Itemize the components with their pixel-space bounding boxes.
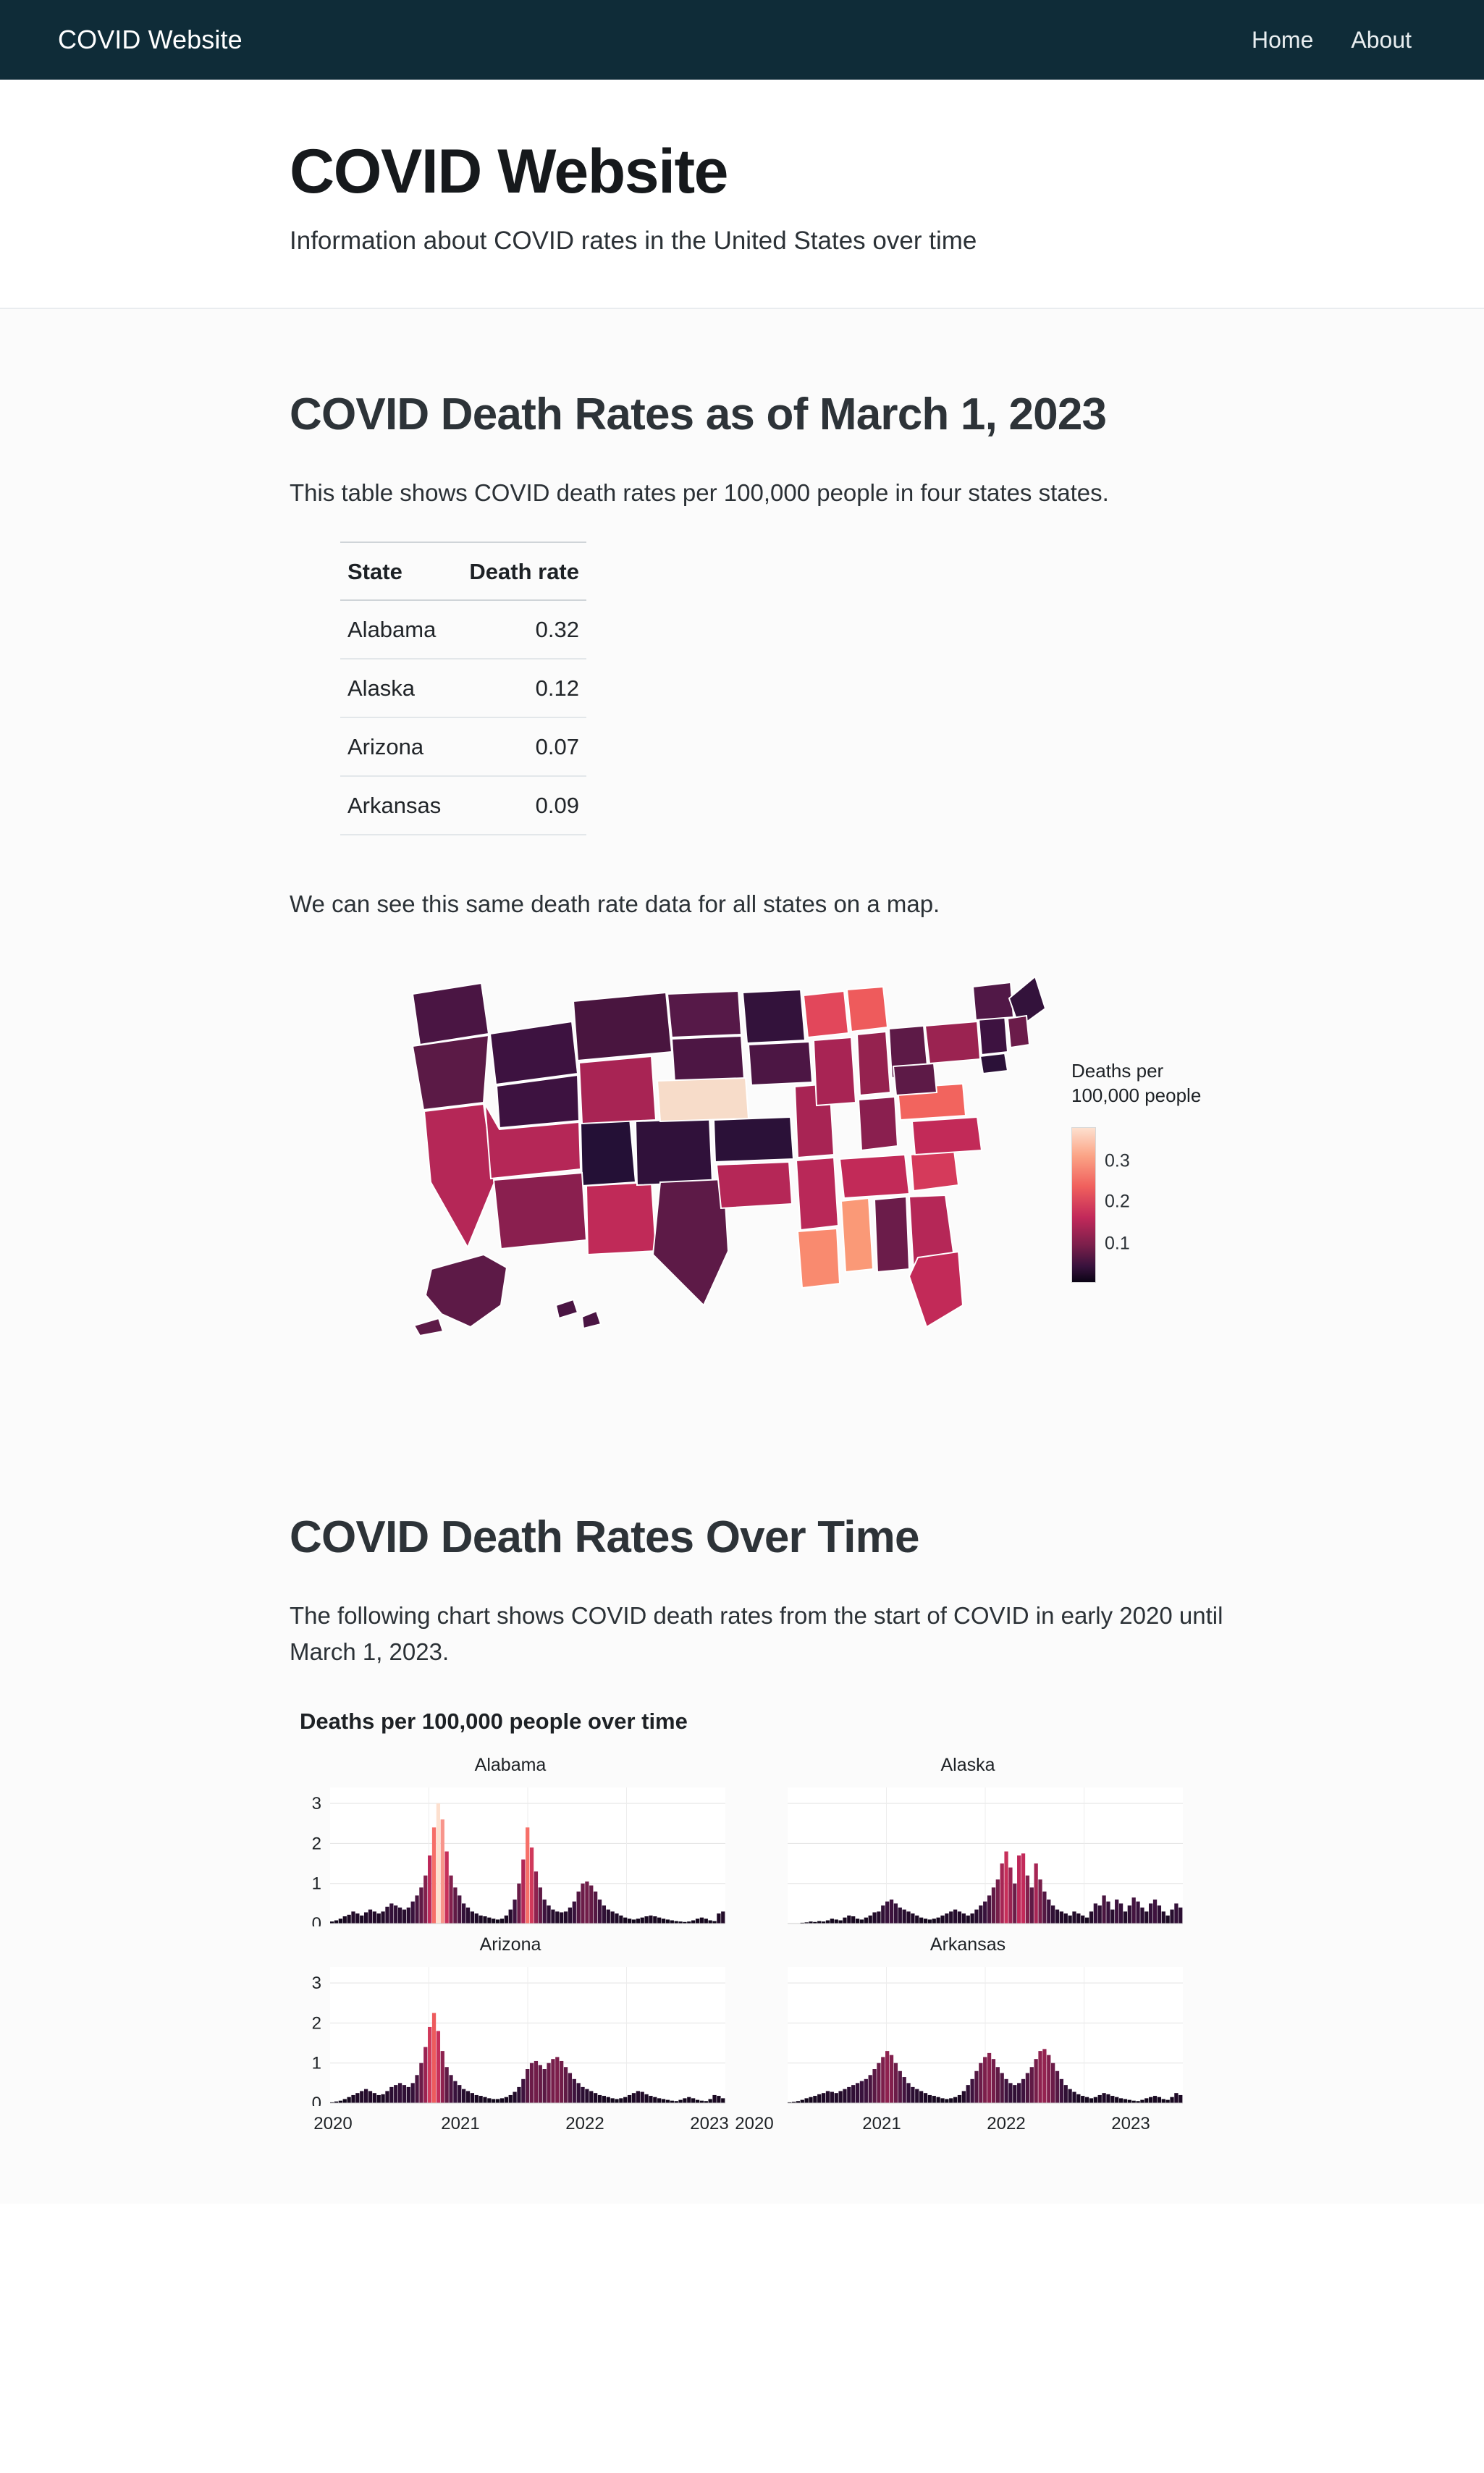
legend-tick-0.2: 0.2 bbox=[1105, 1191, 1130, 1212]
state-kentucky bbox=[859, 1097, 898, 1150]
state-utah bbox=[581, 1118, 636, 1186]
page-subtitle: Information about COVID rates in the United States over time bbox=[290, 227, 977, 255]
section-intro-over-time: The following chart shows COVID death rates from the start of COVID in early 2020 until March 1, 2023. bbox=[290, 1602, 1223, 1665]
state-michigan bbox=[847, 987, 888, 1032]
legend-color-bar bbox=[1071, 1127, 1096, 1283]
state-north-dakota bbox=[667, 991, 741, 1037]
state-colorado bbox=[636, 1118, 712, 1185]
page-header bbox=[0, 80, 1484, 309]
state-kansas bbox=[714, 1117, 793, 1162]
table-row bbox=[340, 600, 586, 659]
main-content bbox=[0, 309, 1484, 2204]
facet-label: Arkansas bbox=[929, 1934, 1006, 1955]
state-alaska-islands bbox=[414, 1318, 443, 1336]
state-illinois bbox=[814, 1037, 856, 1105]
svg-text:1: 1 bbox=[311, 2053, 321, 2073]
table-row bbox=[340, 659, 586, 717]
cell-death-rate: 0.09 bbox=[455, 776, 586, 835]
state-south-carolina bbox=[911, 1150, 958, 1191]
x-axis-left bbox=[313, 2110, 731, 2139]
navbar-brand[interactable]: COVID Website bbox=[58, 25, 243, 54]
state-new-york bbox=[979, 1016, 1008, 1055]
state-hawaii bbox=[556, 1299, 578, 1318]
table-header-death-rate: Death rate bbox=[455, 542, 586, 600]
state-west-virginia bbox=[893, 1063, 937, 1095]
state-iowa bbox=[749, 1042, 812, 1085]
facet-chart bbox=[0, 1709, 1484, 2139]
facet-plot bbox=[290, 1782, 731, 1926]
facet-alaska bbox=[747, 1751, 1189, 1930]
page-title: COVID Website bbox=[290, 137, 728, 206]
facet-arkansas bbox=[747, 1930, 1189, 2110]
state-alabama bbox=[874, 1197, 909, 1272]
map-intro-text: We can see this same death rate data for all states on a map. bbox=[290, 890, 940, 917]
facet-alabama bbox=[290, 1751, 731, 1930]
facet-plot bbox=[290, 1961, 731, 2106]
state-washington bbox=[413, 983, 489, 1045]
death-rate-table bbox=[340, 542, 586, 835]
cell-death-rate: 0.07 bbox=[455, 717, 586, 776]
x-tick-2020: 2020 bbox=[735, 2114, 774, 2133]
table-header-state: State bbox=[340, 542, 455, 600]
state-upstate-new-york bbox=[973, 982, 1013, 1020]
state-wisconsin bbox=[804, 991, 848, 1037]
state-idaho-north bbox=[490, 1021, 578, 1084]
facet-arizona bbox=[290, 1930, 731, 2110]
map-graphic bbox=[290, 965, 1057, 1417]
cell-state: Alaska bbox=[340, 659, 455, 717]
legend-tick-labels bbox=[1096, 1127, 1154, 1283]
x-axis-right bbox=[735, 2110, 1189, 2139]
state-new-jersey bbox=[980, 1053, 1008, 1074]
legend-title bbox=[1071, 1059, 1201, 1108]
table-row bbox=[340, 717, 586, 776]
legend-tick-0.3: 0.3 bbox=[1105, 1150, 1130, 1171]
state-oregon bbox=[413, 1035, 489, 1110]
state-arizona bbox=[494, 1173, 586, 1249]
us-map-svg bbox=[290, 965, 1057, 1414]
state-wyoming bbox=[579, 1056, 656, 1124]
chart-title: Deaths per 100,000 people over time bbox=[300, 1709, 688, 1734]
state-alaska bbox=[426, 1255, 507, 1327]
state-minnesota bbox=[743, 990, 805, 1043]
state-arkansas bbox=[796, 1158, 838, 1230]
section-intro-death-rates: This table shows COVID death rates per 100,000 people in four states states. bbox=[290, 479, 1109, 506]
legend-tick-0.1: 0.1 bbox=[1105, 1233, 1130, 1254]
cell-death-rate: 0.12 bbox=[455, 659, 586, 717]
svg-text:3: 3 bbox=[311, 1794, 321, 1814]
us-choropleth-map bbox=[0, 965, 1484, 1417]
death-rate-table-wrapper bbox=[0, 542, 1484, 835]
facet-plot bbox=[747, 1782, 1189, 1926]
section-title-over-time: COVID Death Rates Over Time bbox=[290, 1512, 919, 1562]
state-north-carolina bbox=[912, 1117, 982, 1155]
x-tick-2023: 2023 bbox=[1111, 2114, 1150, 2133]
legend-title-line1: Deaths per bbox=[1071, 1060, 1164, 1082]
map-legend bbox=[1071, 965, 1201, 1283]
navbar-links bbox=[1252, 27, 1426, 54]
legend-title-line2: 100,000 people bbox=[1071, 1084, 1202, 1106]
svg-text:0: 0 bbox=[311, 2094, 321, 2106]
facet-label: Alabama bbox=[474, 1755, 547, 1775]
state-indiana bbox=[857, 1032, 890, 1095]
state-tennessee bbox=[840, 1155, 909, 1198]
section-map-intro bbox=[0, 886, 1484, 922]
x-tick-2020: 2020 bbox=[313, 2114, 353, 2133]
table-row bbox=[340, 776, 586, 835]
section-title-death-rates: COVID Death Rates as of March 1, 2023 bbox=[290, 389, 1107, 439]
x-axis-row bbox=[290, 2110, 1484, 2139]
facet-plot bbox=[747, 1961, 1189, 2106]
svg-text:0: 0 bbox=[311, 1914, 321, 1926]
nav-link-about[interactable]: About bbox=[1351, 26, 1412, 53]
svg-text:2: 2 bbox=[311, 1834, 321, 1854]
state-south-dakota bbox=[672, 1036, 744, 1082]
table-header-row bbox=[340, 542, 586, 600]
cell-state: Arizona bbox=[340, 717, 455, 776]
x-tick-2023: 2023 bbox=[690, 2114, 729, 2133]
x-tick-2021: 2021 bbox=[441, 2114, 480, 2133]
x-tick-2022: 2022 bbox=[565, 2114, 604, 2133]
svg-text:3: 3 bbox=[311, 1973, 321, 1994]
x-tick-2022: 2022 bbox=[987, 2114, 1026, 2133]
state-california bbox=[424, 1104, 494, 1247]
section-death-rates bbox=[0, 389, 1484, 511]
nav-link-home[interactable]: Home bbox=[1252, 26, 1314, 53]
state-new-mexico bbox=[586, 1182, 656, 1255]
facet-label: Arizona bbox=[479, 1934, 541, 1955]
state-oklahoma bbox=[717, 1162, 792, 1208]
svg-text:2: 2 bbox=[311, 2013, 321, 2034]
state-montana bbox=[573, 993, 672, 1061]
cell-state: Arkansas bbox=[340, 776, 455, 835]
state-new-england bbox=[1008, 1016, 1029, 1048]
state-mississippi bbox=[841, 1198, 873, 1272]
legend-body bbox=[1071, 1127, 1201, 1283]
state-texas bbox=[653, 1179, 728, 1305]
facet-label: Alaska bbox=[940, 1755, 995, 1775]
section-over-time bbox=[0, 1512, 1484, 1669]
x-tick-2021: 2021 bbox=[862, 2114, 901, 2133]
svg-text:1: 1 bbox=[311, 1874, 321, 1894]
navbar bbox=[0, 0, 1484, 80]
state-louisiana bbox=[798, 1229, 840, 1288]
state-hawaii-2 bbox=[582, 1311, 601, 1328]
state-nebraska bbox=[657, 1078, 749, 1121]
state-pennsylvania bbox=[925, 1021, 980, 1063]
facet-grid bbox=[290, 1751, 1484, 2110]
cell-state: Alabama bbox=[340, 600, 455, 659]
state-florida bbox=[909, 1252, 963, 1327]
cell-death-rate: 0.32 bbox=[455, 600, 586, 659]
